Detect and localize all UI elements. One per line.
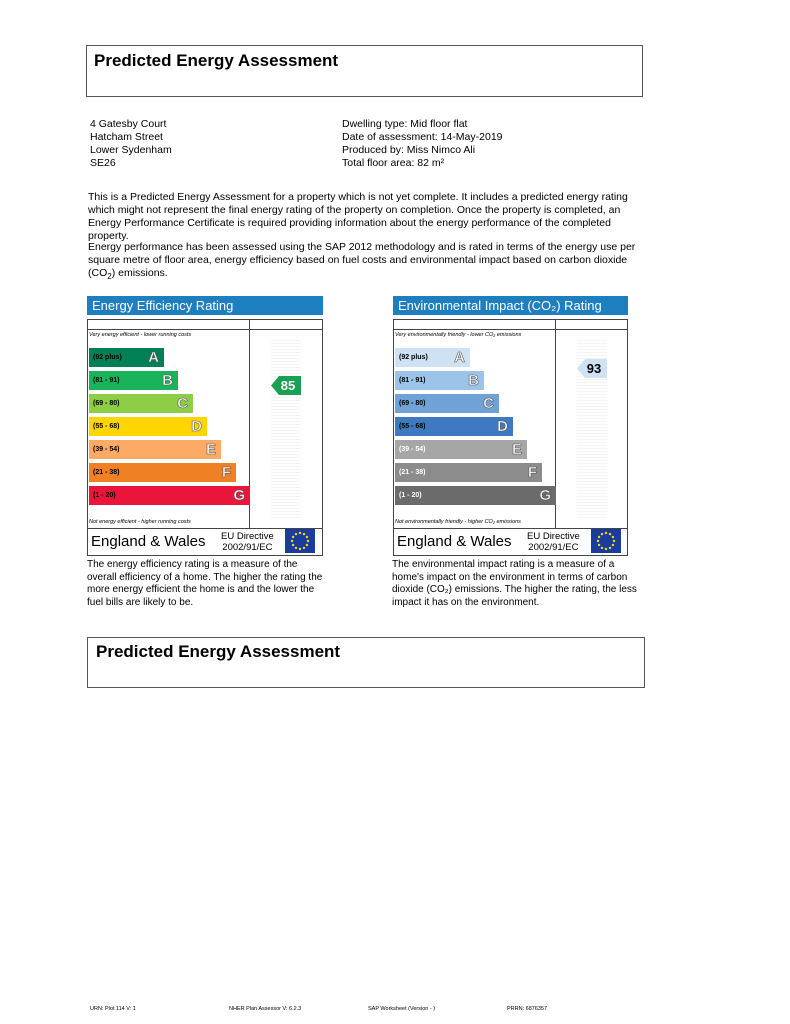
rating-band-e [89,440,221,459]
band-range: (1 - 20) [93,492,116,499]
floor-area: Total floor area: 82 m² [342,157,445,169]
title-box [86,45,643,97]
band-range: (39 - 54) [399,446,426,453]
header-row [393,319,628,330]
band-range: (92 plus) [399,354,428,361]
address-line: Hatcham Street [90,131,163,143]
current-column [271,340,301,520]
address-block [90,118,172,170]
rating-band-f [89,463,236,482]
band-range: (55 - 68) [93,423,120,430]
efficiency-description: The energy efficiency rating is a measure of the overall efficiency of a home. The higher the rating the more energy efficient the home is and the lower the fuel bills are likely to be. [87,559,323,608]
band-letter: D [497,418,508,435]
eu-directive [221,531,274,553]
band-letter: G [233,487,245,504]
rating-band-b [395,371,484,390]
band-range: (55 - 68) [399,423,426,430]
band-letter: G [539,487,551,504]
rating-band-e [395,440,527,459]
eu-directive-line2: 2002/91/EC [528,542,579,553]
energy-efficiency-panel [87,296,323,556]
prrn: PRRN: 6876357 [507,1006,548,1012]
rating-band-g [395,486,556,505]
address-line: Lower Sydenham [90,144,172,156]
performance-text: Energy performance has been assessed using the SAP 2012 methodology and is rated in terms of the energy use per square metre of floor area, energy efficiency based on fuel costs and environmental impact based on carbon dioxide (CO [88,241,636,279]
dwelling-type: Dwelling type: Mid floor flat [342,118,468,130]
address-line: SE26 [90,157,116,169]
intro-paragraph: This is a Predicted Energy Assessment for a property which is not yet complete. It includes a predicted energy rating which might not represent the final energy rating of the property on completion. Once the property is completed, an Energy Performance Certificate is required providing information about the energy performance of the completed property. [88,191,628,242]
rating-value: 93 [586,361,602,376]
eu-directive-line1: EU Directive [527,531,580,542]
panel-title: Environmental Impact (CO₂) Rating [393,296,628,315]
region-label: England & Wales [91,533,206,550]
band-letter: B [468,372,479,389]
producer: Produced by: Miss Nimco Ali [342,144,476,156]
eu-flag-icon [285,529,315,553]
assessment-date: Date of assessment: 14-May-2019 [342,131,503,143]
band-letter: E [511,441,522,458]
eu-directive-line2: 2002/91/EC [222,542,273,553]
nher-version: NHER Plan Assessor V: 6.2.3 [229,1006,302,1012]
band-letter: A [454,349,465,366]
performance-text-end: ) emissions. [111,267,168,279]
rating-band-c [395,394,499,413]
band-letter: C [177,395,188,412]
rating-band-c [89,394,193,413]
band-range: (69 - 80) [399,400,426,407]
bottom-note: Not environmentally friendly - higher CO₂ emissions [395,519,521,525]
rating-band-g [89,486,250,505]
header-row [87,319,323,330]
rating-band-f [395,463,542,482]
band-letter: F [527,464,537,481]
section-title-box [87,637,645,688]
band-letter: C [483,395,494,412]
band-range: (21 - 38) [399,469,426,476]
band-range: (21 - 38) [93,469,120,476]
dwelling-info [342,118,503,170]
band-letter: F [221,464,231,481]
section-title: Predicted Energy Assessment [96,642,341,661]
region-label: England & Wales [397,533,512,550]
band-letter: D [191,418,202,435]
rating-band-d [89,417,207,436]
rating-value: 85 [280,378,296,393]
top-note: Very energy efficient - lower running costs [89,332,192,338]
performance-paragraph [88,241,648,283]
band-range: (81 - 91) [93,377,120,384]
environmental-impact-panel [393,296,628,556]
address-line: 4 Gatesby Court [90,118,167,130]
eu-directive [527,531,580,553]
page-title: Predicted Energy Assessment [94,51,339,70]
rating-band-a [89,348,164,367]
rating-band-b [89,371,178,390]
urn: URN: Plot 114 V: 1 [90,1006,136,1012]
environmental-description: The environmental impact rating is a measure of a home's impact on the environment in terms of carbon dioxide (CO₂) emissions. The higher the rating, the less impact it has on the environment. [392,559,637,608]
band-letter: B [162,372,173,389]
top-note: Very environmentally friendly - lower CO₂ emissions [395,332,522,338]
band-range: (39 - 54) [93,446,120,453]
rating-band-d [395,417,513,436]
eu-flag-icon [591,529,621,553]
band-letter: A [148,349,159,366]
band-letter: E [205,441,216,458]
rating-pointer [577,359,607,378]
band-range: (92 plus) [93,354,122,361]
band-range: (69 - 80) [93,400,120,407]
rating-pointer [271,376,301,395]
eu-directive-line1: EU Directive [221,531,274,542]
band-range: (81 - 91) [399,377,426,384]
sap-worksheet: SAP Worksheet (Version - ) [368,1006,436,1012]
panel-title: Energy Efficiency Rating [87,296,323,315]
band-range: (1 - 20) [399,492,422,499]
bottom-note: Not energy efficient - higher running costs [89,519,191,525]
rating-band-a [395,348,470,367]
co2-subscript: 2 [107,272,112,282]
